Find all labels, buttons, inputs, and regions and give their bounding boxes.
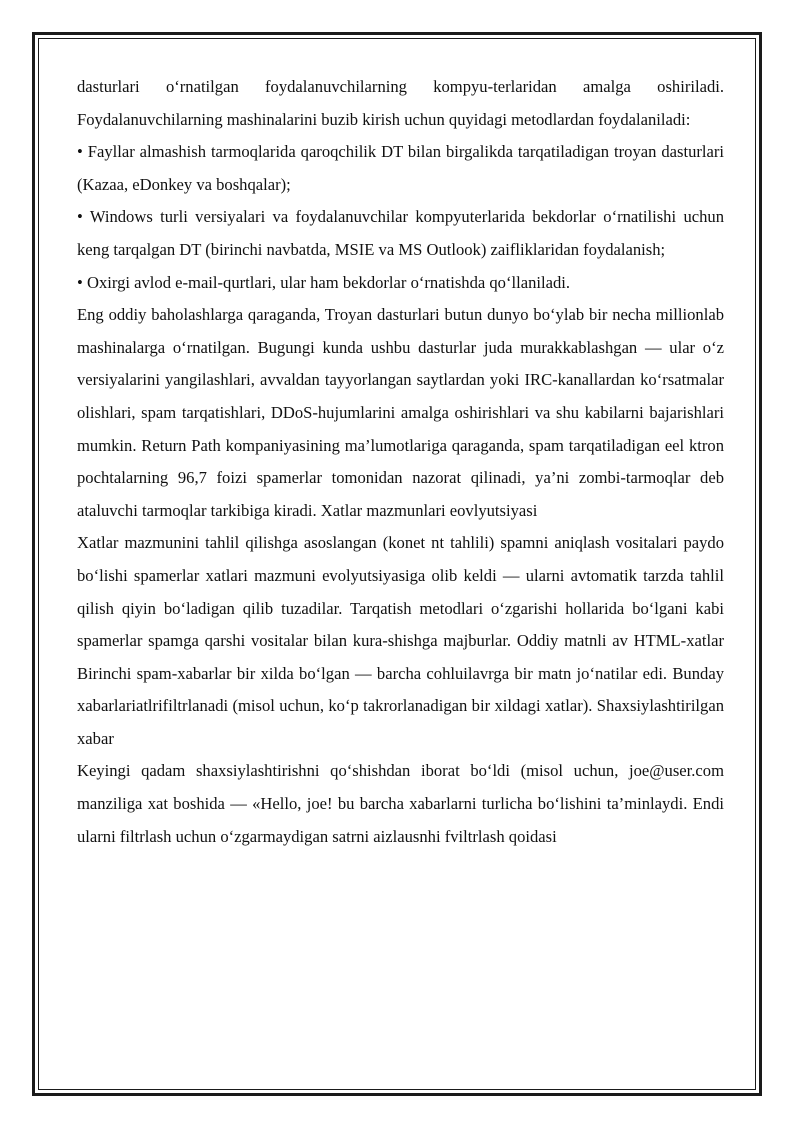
paragraph-personalization: Keyingi qadam shaxsiylashtirishni qo‘shishdan iborat bo‘ldi (misol uchun, joe@user.com manziliga xat boshida — «Hello, joe! bu barcha xabarlarni turlicha bo‘lishini ta’minlaydi. Endi ularni filtrlash uchun o‘zgarmaydigan satrni aizlausnhi fviltrlash qoidasi [77, 761, 724, 846]
document-body [77, 71, 724, 853]
bullet-item-email-worms: • Oxirgi avlod e-mail-qurtlari, ular ham bekdorlar o‘rnatishda qo‘llaniladi. [77, 272, 571, 292]
paragraph-intro: dasturlari o‘rnatilgan foydalanuvchilarning kompyu-terlaridan amalga oshiriladi. Foydalanuvchilarning mashinalarini buzib kirish uchun quyidagi metodlardan foydalaniladi: [77, 77, 724, 129]
paragraph-trojan-estimates: Eng oddiy baholashlarga qaraganda, Troyan dasturlari butun dunyo bo‘ylab bir necha millionlab mashinalarga o‘rnatilgan. Bugungi kunda ushbu dasturlar juda murakkablashgan — ular o‘z versiyalarini yangilashlari, avvaldan tayyorlangan saytlardan yoki IRC-kanallardan ko‘rsatmalar olishlari, spam tarqatishlari, DDoS-hujumlarini amalga oshirishlari va shu kabilarni bajarishlari mumkin. Return Path kompaniyasining ma’lumotlariga qaraganda, spam tarqatiladigan eel ktron pochtalarning 96,7 foizi spamerlar tomonidan nazorat qilinadi, ya’ni zombi-tarmoqlar deb ataluvchi tarmoqlar tarkibiga kiradi. Xatlar mazmunlari eovlyutsiyasi [77, 305, 724, 520]
paragraph-content-analysis: Xatlar mazmunini tahlil qilishga asoslangan (konet nt tahlili) spamni aniqlash vositalari paydo bo‘lishi spamerlar xatlari mazmuni evolyutsiyasiga olib keldi — ularni avtomatik tarzda tahlil qilish qiyin bo‘ladigan qilib tuzadilar. Tarqatish metodlari o‘zgarishi hollarida bo‘lgani kabi spamerlar spamga qarshi vositalar bilan kura-shishga majburlar. Oddiy matnli av HTML-xatlar Birinchi spam-xabarlar bir xilda bo‘lgan — barcha cohluilavrga bir matn jo‘natilar edi. Bunday xabarlariatlrifiltrlanadi (misol uchun, ko‘p takrorlanadigan bir xildagi xatlar). Shaxsiylashtirilgan xabar [77, 533, 724, 748]
bullet-item-windows-vulnerabilities: • Windows turli versiyalari va foydalanuvchilar kompyuterlarida bekdorlar o‘rnatilishi uchun keng tarqalgan DT (birinchi navbatda, MSIE va MS Outlook) zaifliklaridan foydalanish; [77, 207, 724, 259]
bullet-item-file-sharing: • Fayllar almashish tarmoqlarida qaroqchilik DT bilan birgalikda tarqatiladigan troyan dasturlari (Kazaa, eDonkey va boshqalar); [77, 142, 724, 194]
